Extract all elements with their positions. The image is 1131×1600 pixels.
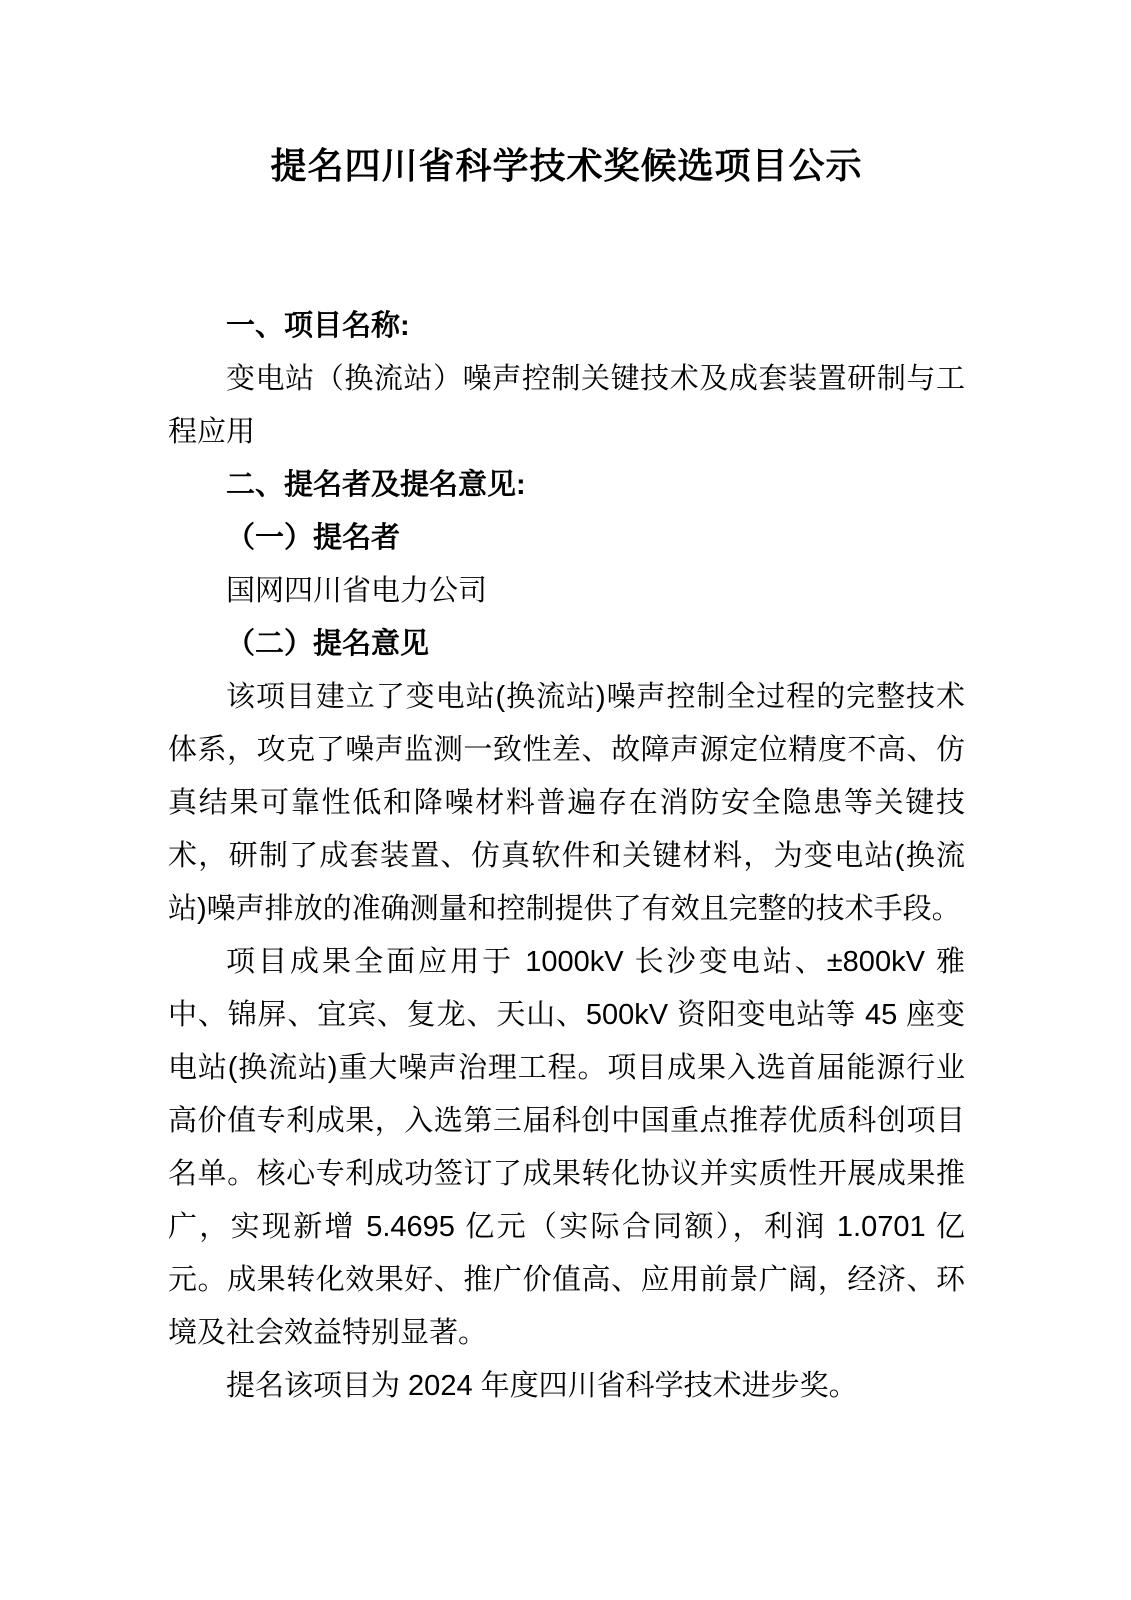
document-title: 提名四川省科学技术奖候选项目公示 [270,145,863,186]
nominator-paragraph: 国网四川省电力公司 [226,575,488,607]
subheading-opinion: （二）提名意见 [226,628,430,660]
heading-project-name: 一、项目名称: [226,310,410,342]
project-name-paragraph: 变电站（换流站）噪声控制关键技术及成套装置研制与工程应用 [168,363,965,448]
opinion-paragraph-2: 项目成果全面应用于 1000kV 长沙变电站、±800kV 雅中、锦屏、宜宾、复龙、天山、500kV 资阳变电站等 45 座变电站(换流站)重大噪声治理工程。项目成果入选首届能源行业高价值专利成果，入选第三届科创中国重点推荐优质科创项目名单。核心专利成功签订了成果转化协议并实质性开展成果推广，实现新增 5.4695 亿元（实际合同额），利润 1.0701 亿元。成果转化效果好、推广价值高、应用前景广阔，经济、环境及社会效益特别显著。 [168,946,965,1349]
opinion-paragraph-1: 该项目建立了变电站(换流站)噪声控制全过程的完整技术体系，攻克了噪声监测一致性差、故障声源定位精度不高、仿真结果可靠性低和降噪材料普遍存在消防安全隐患等关键技术，研制了成套装置、仿真软件和关键材料，为变电站(换流站)噪声排放的准确测量和控制提供了有效且完整的技术手段。 [168,681,965,925]
opinion-paragraph-3: 提名该项目为 2024 年度四川省科学技术进步奖。 [226,1370,858,1402]
subheading-nominator: （一）提名者 [226,522,401,554]
heading-nominator-and-opinion: 二、提名者及提名意见: [226,469,526,501]
